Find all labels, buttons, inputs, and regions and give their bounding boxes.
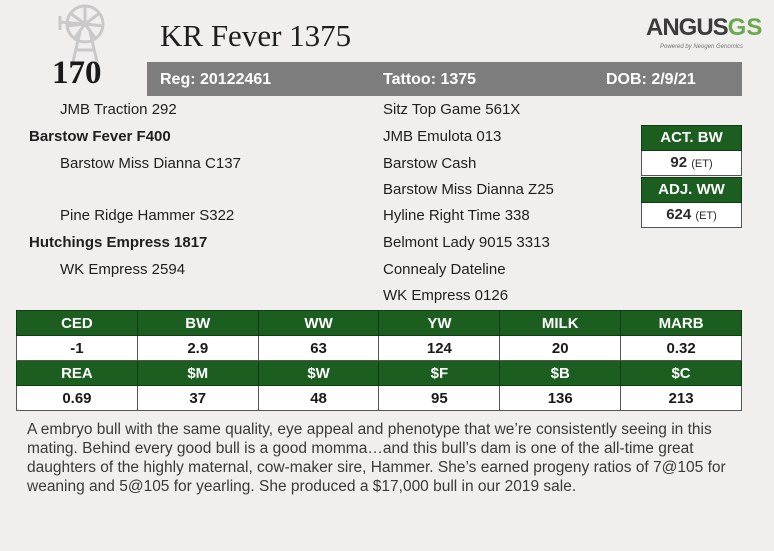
brand-suffix: GS — [727, 14, 763, 41]
epd-header: BW — [137, 311, 258, 336]
animal-name: KR Fever 1375 — [160, 18, 352, 53]
epd-value: 124 — [379, 336, 500, 361]
epd-header: MILK — [500, 311, 621, 336]
epd-value: 37 — [137, 386, 258, 411]
date-of-birth: DOB: 2/9/21 — [606, 71, 696, 88]
pedigree-sire-sire: JMB Traction 292 — [60, 101, 177, 118]
epd-value-row-1 — [17, 336, 742, 361]
brand-main: ANGUS — [646, 14, 728, 41]
brand-tagline: Powered by Neogen Genomics — [660, 44, 744, 50]
adjusted-ww-value — [641, 203, 742, 228]
actual-bw-note: (ET) — [691, 158, 713, 170]
epd-value: 20 — [500, 336, 621, 361]
epd-header-row-1 — [17, 311, 742, 336]
pedigree-dam-dam: WK Empress 2594 — [60, 261, 186, 278]
epd-table — [16, 310, 742, 411]
epd-value: 213 — [621, 386, 742, 411]
epd-header: $F — [379, 361, 500, 386]
tattoo: Tattoo: 1375 — [383, 71, 477, 88]
actual-bw-label: ACT. BW — [641, 125, 742, 151]
epd-value: 2.9 — [137, 336, 258, 361]
registration-number: Reg: 20122461 — [160, 71, 272, 88]
actual-bw-value — [641, 151, 742, 176]
pedigree-gg-4: Barstow Miss Dianna Z25 — [383, 181, 554, 198]
epd-value: 136 — [500, 386, 621, 411]
actual-bw-box — [641, 125, 742, 176]
pedigree-gg-2: JMB Emulota 013 — [383, 128, 502, 145]
epd-header: $B — [500, 361, 621, 386]
pedigree-gg-6: Belmont Lady 9015 3313 — [383, 234, 550, 251]
actual-bw-number: 92 — [670, 154, 688, 171]
adjusted-ww-note: (ET) — [695, 210, 717, 222]
pedigree-gg-8: WK Empress 0126 — [383, 287, 509, 304]
epd-header: $C — [621, 361, 742, 386]
pedigree-gg-7: Connealy Dateline — [383, 261, 506, 278]
epd-value: 63 — [258, 336, 379, 361]
epd-header: $M — [137, 361, 258, 386]
epd-header-row-2 — [17, 361, 742, 386]
adjusted-ww-box — [641, 177, 742, 228]
epd-value: 48 — [258, 386, 379, 411]
epd-header: WW — [258, 311, 379, 336]
epd-value: -1 — [17, 336, 138, 361]
pedigree-dam: Hutchings Empress 1817 — [29, 234, 208, 251]
epd-value: 95 — [379, 386, 500, 411]
pedigree-gg-5: Hyline Right Time 338 — [383, 207, 530, 224]
epd-header: MARB — [621, 311, 742, 336]
lot-number: 170 — [52, 55, 102, 91]
pedigree-dam-sire: Pine Ridge Hammer S322 — [60, 207, 235, 224]
pedigree-gg-1: Sitz Top Game 561X — [383, 101, 521, 118]
adjusted-ww-number: 624 — [666, 206, 692, 223]
epd-header: YW — [379, 311, 500, 336]
epd-value: 0.32 — [621, 336, 742, 361]
epd-value: 0.69 — [17, 386, 138, 411]
angus-gs-logo — [646, 14, 763, 58]
pedigree-sire-dam: Barstow Miss Dianna C137 — [60, 155, 241, 172]
epd-header: CED — [17, 311, 138, 336]
lot-description: A embryo bull with the same quality, eye appeal and phenotype that we’re consistently seeing in this mating. Behind every good bull is a good momma…and this bull’s dam is one of the all-time great daughters of the highly maternal, cow-maker sire, Hammer. She’s earned progeny ratios of 7@105 for weaning and 5@105 for yearling. She produced a $17,000 bull in our 2019 sale. — [27, 421, 726, 495]
epd-header: $W — [258, 361, 379, 386]
pedigree-gg-3: Barstow Cash — [383, 155, 477, 172]
epd-header: REA — [17, 361, 138, 386]
adjusted-ww-label: ADJ. WW — [641, 177, 742, 203]
id-bar — [147, 62, 742, 96]
epd-value-row-2 — [17, 386, 742, 411]
pedigree-sire: Barstow Fever F400 — [29, 128, 171, 145]
